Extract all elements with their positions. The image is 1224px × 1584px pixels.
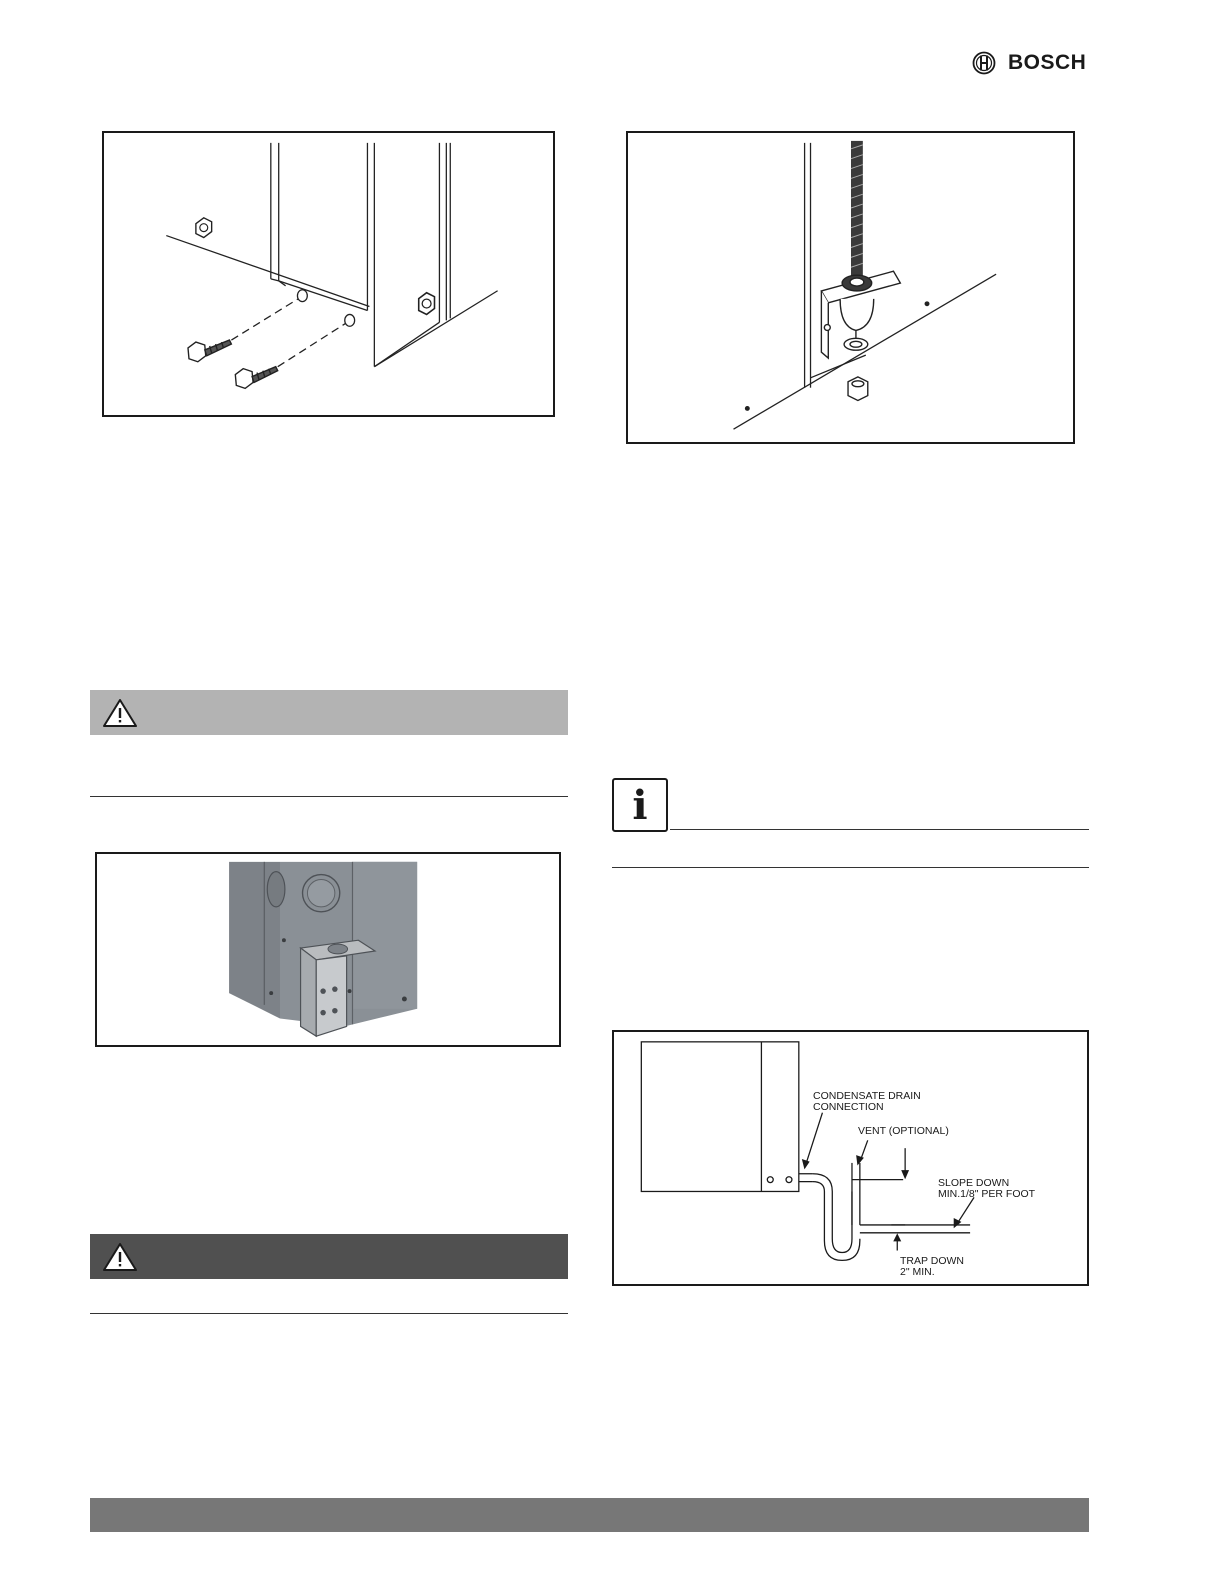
corner-bracket-illustration bbox=[97, 854, 559, 1045]
trap-label-1: TRAP DOWN bbox=[900, 1255, 964, 1267]
brand-name: BOSCH bbox=[1008, 51, 1087, 74]
warning-divider bbox=[90, 1313, 568, 1314]
slope-label-1: SLOPE DOWN bbox=[938, 1177, 1010, 1189]
slope-label-2: MIN.1/8" PER FOOT bbox=[938, 1188, 1036, 1200]
figure-condensate-drain bbox=[612, 1030, 1089, 1286]
bosch-logo bbox=[972, 50, 1092, 76]
footer-bar bbox=[90, 1498, 1089, 1532]
self-tapping-screw-icon bbox=[235, 367, 277, 389]
figure-corner-bracket bbox=[95, 852, 561, 1047]
condensate-label-1: CONDENSATE DRAIN bbox=[813, 1090, 921, 1102]
info-divider bbox=[612, 867, 1089, 868]
trap-label-2: 2" MIN. bbox=[900, 1266, 935, 1278]
hex-nut-icon bbox=[196, 218, 212, 238]
mounting-bracket-icon bbox=[821, 271, 900, 358]
bosch-armature-icon bbox=[972, 51, 996, 75]
figure-cabinet-screws bbox=[102, 131, 555, 417]
cabinet-screws-illustration bbox=[104, 133, 553, 415]
threaded-rod-icon bbox=[851, 141, 863, 277]
hanging-rod-illustration bbox=[628, 133, 1073, 442]
warning-triangle-icon bbox=[102, 1241, 138, 1273]
warning-triangle-icon bbox=[102, 697, 138, 729]
caution-bar bbox=[90, 690, 568, 735]
caution-divider bbox=[90, 796, 568, 797]
condensate-drain-diagram bbox=[614, 1032, 1087, 1284]
vent-label: VENT (OPTIONAL) bbox=[858, 1125, 949, 1137]
warning-bar bbox=[90, 1234, 568, 1279]
hex-nut-icon bbox=[419, 293, 435, 315]
figure-hanging-rod-bracket bbox=[626, 131, 1075, 444]
condensate-label-2: CONNECTION bbox=[813, 1101, 884, 1113]
self-tapping-screw-icon bbox=[188, 340, 231, 362]
info-underline bbox=[670, 829, 1089, 830]
info-box bbox=[612, 778, 668, 832]
hex-nut-icon bbox=[848, 377, 868, 401]
info-icon: i bbox=[632, 781, 648, 829]
